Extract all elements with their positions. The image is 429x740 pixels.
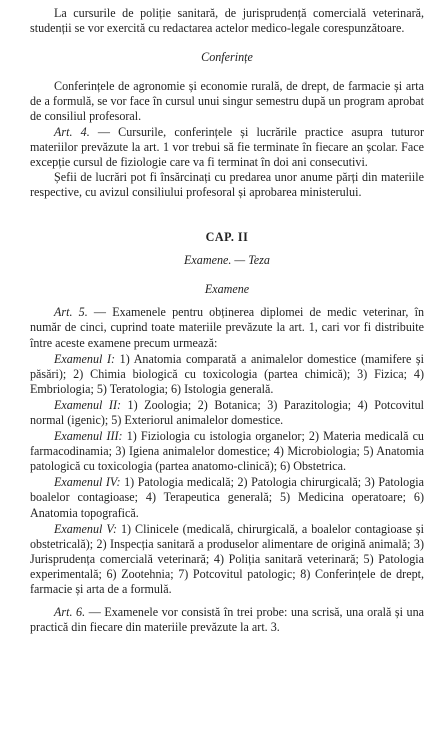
exam-text-5: 1) Clinicele (medicală, chirurgicală, a boalelor contagioase și obstetricală); 2) Inspecția sanitară a produselor alimentare de origină animală; 3) Jurisprudența comercială veterinară; 4) Poliția sanitară veterinară; 5) Patologia experimentală; 6) Zootehnia; 7) Potcovitul patologic; 8) Conferințele de drept, farmacie și arta de a formulă.: [30, 521, 425, 596]
exam-paragraph-3: [30, 429, 424, 474]
art4-label: Art. 4.: [54, 124, 90, 139]
art5-text: — Examenele pentru obținerea diplomei de medic veterinar, în număr de cinci, cuprind toate materiile prevăzute la art. 1, cari vor fi distribuite între aceste examene precum urmează:: [30, 305, 424, 350]
conferinte-paragraph: Conferințele de agronomie și economie rurală, de drept, de farmacie și arta de a formulă, se vor face în cursul unui singur semestru după un program aprobat de consiliul profesoral.: [30, 79, 424, 124]
document-page: [30, 6, 424, 635]
exam-text-1: 1) Anatomia comparată a animalelor domestice (mamifere și păsări); 2) Chimia biologică cu toxicologia (partea chimică); 3) Fizica; 4) Embriologia; 5) Teratologia; 6) Istologia generală.: [30, 351, 425, 396]
exam-paragraph-1: [30, 352, 424, 397]
art4-text: — Cursurile, conferințele și lucrările practice asupra tuturor materiilor prevăzute la art. 1 vor trebui să fie terminate în fiecare an școlar. Face excepție cursul de fiziologie care va fi terminat în doi ani consecutivi.: [30, 124, 424, 169]
art5-label: Art. 5.: [54, 305, 88, 320]
exam-label-2: Examenul II:: [54, 397, 121, 412]
art5-paragraph: [30, 305, 424, 350]
exam-label-3: Examenul III:: [54, 429, 123, 444]
art6-label: Art. 6.: [54, 605, 86, 620]
exam-paragraph-5: [30, 522, 424, 597]
chapter-title: CAP. II: [205, 230, 249, 245]
intro-paragraph: La cursurile de poliție sanitară, de jurisprudență comercială veterinară, studenții se vor exercită cu redactarea actelor medico-legale corespunzătoare.: [30, 6, 424, 36]
exam-label-5: Examenul V:: [54, 521, 117, 536]
sefi-paragraph: Șefii de lucrări pot fi însărcinați cu predarea unor anume părți din materiile respective, cu avizul consiliului profesoral și aprobarea ministerului.: [30, 169, 424, 199]
exam-text-2: 1) Zoologia; 2) Botanica; 3) Parazitologia; 4) Potcovitul normal (igenic); 5) Exteriorul animalelor domestice.: [30, 397, 424, 427]
exam-label-1: Examenul I:: [54, 351, 116, 366]
section-title-examene: Examene: [204, 282, 250, 297]
art6-paragraph: [30, 605, 424, 635]
chapter-subtitle: Examene. — Teza: [184, 253, 270, 268]
art4-paragraph: [30, 125, 424, 170]
art6-text: — Examenele vor consistă în trei probe: una scrisă, una orală și una practică din fiecare din materiile prevăzute la art. 3.: [30, 605, 424, 635]
exam-text-4: 1) Patologia medicală; 2) Patologia chirurgicală; 3) Patologia boalelor contagioase; 4) Terapeutica generală; 5) Medicina operatoare; 6) Anatomia topografică.: [30, 475, 424, 520]
exam-paragraph-4: [30, 475, 424, 520]
exam-paragraph-2: [30, 398, 424, 428]
section-title-conferinte: Conferințe: [201, 50, 253, 65]
exam-text-3: 1) Fiziologia cu istologia organelor; 2) Materia medicală cu farmacodinamia; 3) Igiena animalelor domestice; 4) Microbiologia; 5) Anatomia patologică cu toxicologia (partea anatomo-clinică); 6) Obstetrica.: [30, 429, 424, 474]
exam-label-4: Examenul IV:: [54, 475, 121, 490]
